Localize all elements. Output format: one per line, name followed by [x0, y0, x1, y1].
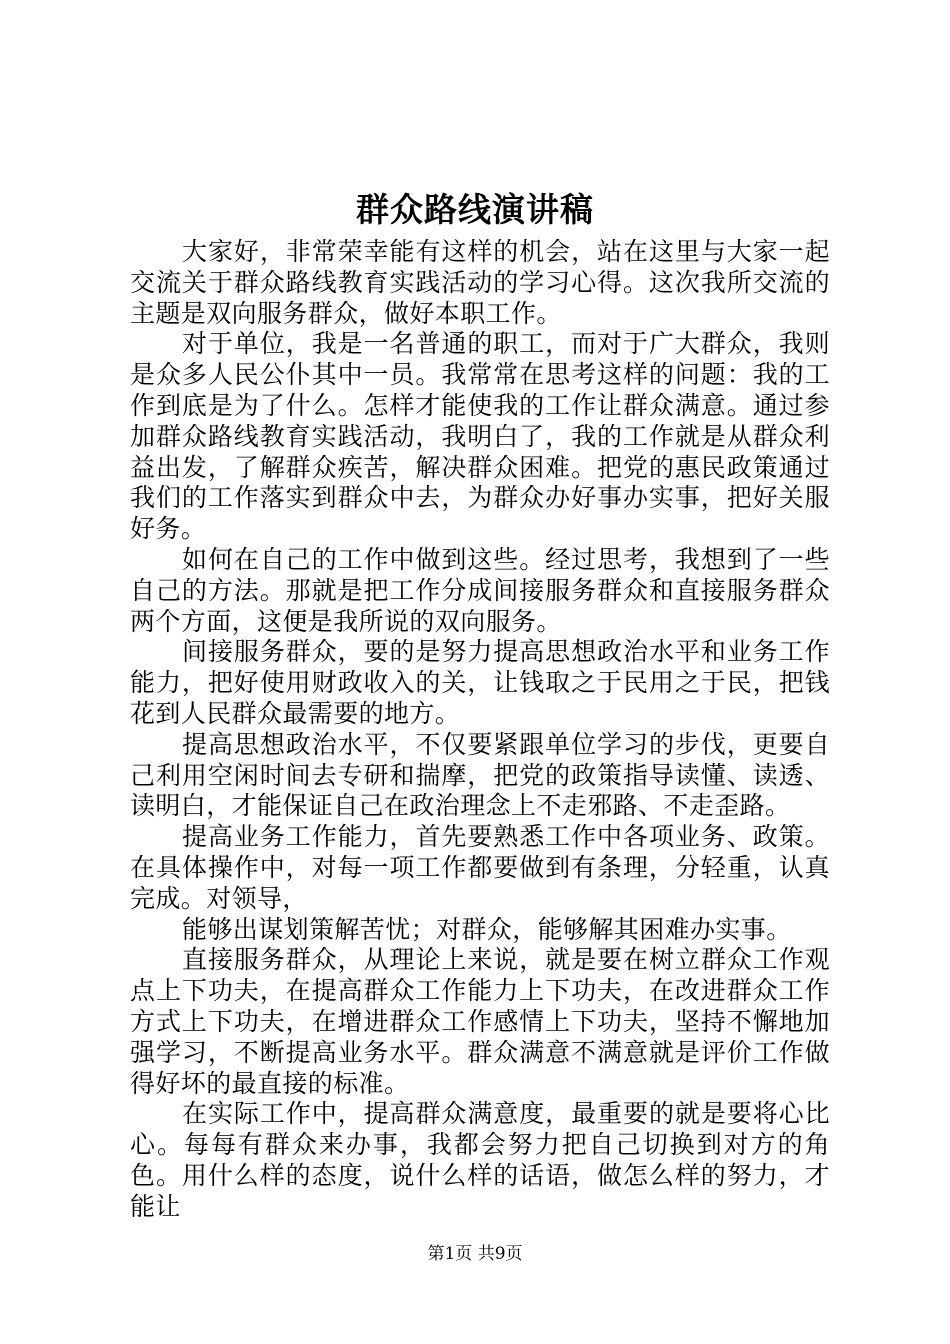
- document-title: 群众路线演讲稿: [356, 190, 594, 229]
- paragraph: 间接服务群众，要的是努力提高思想政治水平和业务工作能力，把好使用财政收入的关，让钱取之于民用之于民，把钱花到人民群众最需要的地方。: [130, 637, 830, 728]
- paragraph: 提高业务工作能力，首先要熟悉工作中各项业务、政策。在具体操作中，对每一项工作都要做到有条理，分轻重，认真完成。对领导，: [130, 822, 830, 913]
- paragraph: 对于单位，我是一名普通的职工，而对于广大群众，我则是众多人民公仆其中一员。我常常在思考这样的问题：我的工作到底是为了什么。怎样才能使我的工作让群众满意。通过参加群众路线教育实践活动，我明白了，我的工作就是从群众利益出发，了解群众疾苦，解决群众困难。把党的惠民政策通过我们的工作落实到群众中去，为群众办好事办实事，把好关服好务。: [130, 329, 830, 544]
- document-body: [130, 237, 830, 1223]
- paragraph: 直接服务群众，从理论上来说，就是要在树立群众工作观点上下功夫，在提高群众工作能力上下功夫，在改进群众工作方式上下功夫，在增进群众工作感情上下功夫，坚持不懈地加强学习，不断提高业务水平。群众满意不满意就是评价工作做得好坏的最直接的标准。: [130, 945, 830, 1098]
- paragraph: 在实际工作中，提高群众满意度，最重要的就是要将心比心。每每有群众来办事，我都会努力把自己切换到对方的角色。用什么样的态度，说什么样的话语，做怎么样的努力，才能让: [130, 1099, 830, 1221]
- paragraph: 大家好，非常荣幸能有这样的机会，站在这里与大家一起交流关于群众路线教育实践活动的学习心得。这次我所交流的主题是双向服务群众，做好本职工作。: [130, 237, 830, 328]
- paragraph: 如何在自己的工作中做到这些。经过思考，我想到了一些自己的方法。那就是把工作分成间接服务群众和直接服务群众两个方面，这便是我所说的双向服务。: [130, 544, 830, 636]
- page-footer: 第1页 共9页: [427, 1244, 523, 1264]
- paragraph: 能够出谋划策解苦忧；对群众，能够解其困难办实事。: [182, 914, 792, 944]
- paragraph: 提高思想政治水平，不仅要紧跟单位学习的步伐，更要自己利用空闲时间去专研和揣摩，把党的政策指导读懂、读透、读明白，才能保证自己在政治理念上不走邪路、不走歪路。: [130, 729, 830, 821]
